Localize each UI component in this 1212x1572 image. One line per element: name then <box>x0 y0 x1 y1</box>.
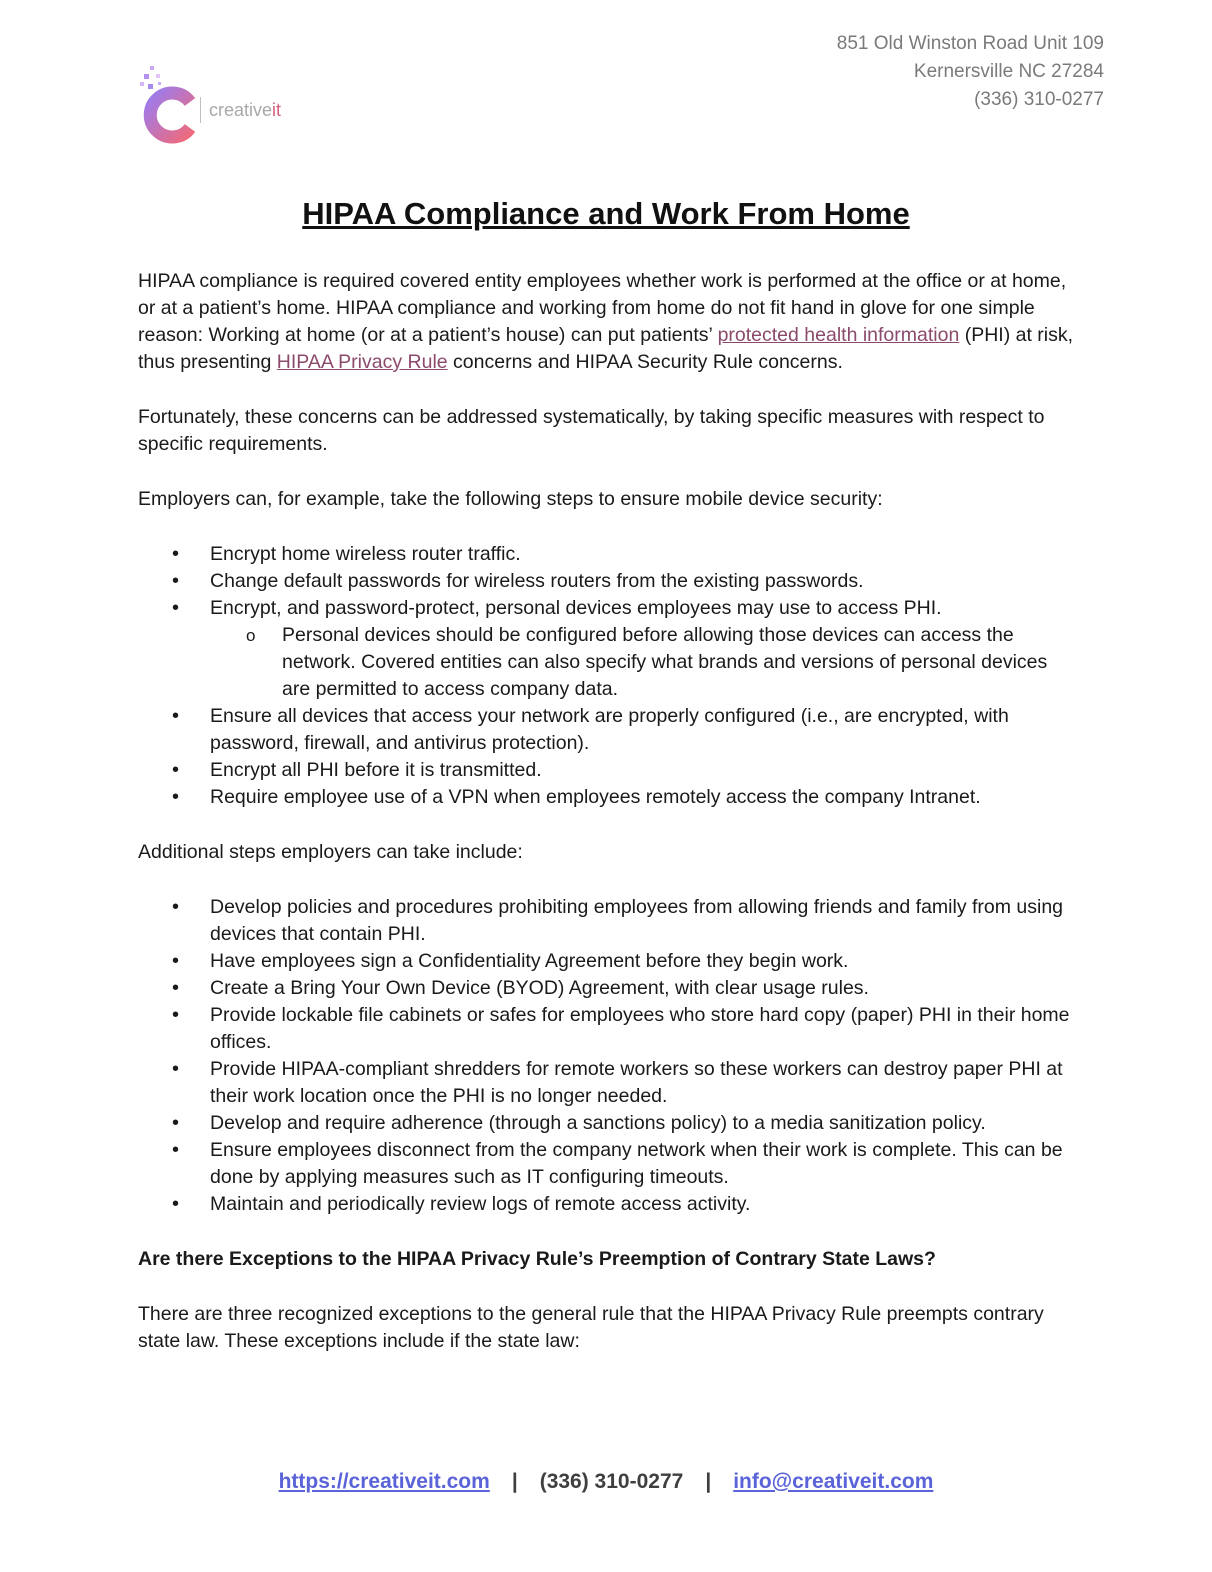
list-item: • Provide lockable file cabinets or safes for employees who store hard copy (paper) PHI in their home offices. <box>138 1002 1078 1056</box>
list-item: • Encrypt home wireless router traffic. <box>138 541 1078 568</box>
list-item: • Develop and require adherence (through a sanctions policy) to a media sanitization policy. <box>138 1110 1078 1137</box>
list-item: • Provide HIPAA-compliant shredders for remote workers so these workers can destroy paper PHI at their work location once the PHI is no longer needed. <box>138 1056 1078 1110</box>
footer-separator: | <box>705 1470 712 1493</box>
paragraph-3: Employers can, for example, take the following steps to ensure mobile device security: <box>138 488 883 510</box>
header-address <box>837 30 1104 114</box>
header-phone: (336) 310-0277 <box>974 89 1104 110</box>
logo-text: creativeit <box>200 97 281 123</box>
list-item: • Ensure all devices that access your network are properly configured (i.e., are encrypted, with password, firewall, and antivirus protection). <box>138 703 1078 757</box>
footer <box>0 1470 1212 1494</box>
document-title: HIPAA Compliance and Work From Home <box>302 196 910 231</box>
list-item: • Change default passwords for wireless routers from the existing passwords. <box>138 568 1078 595</box>
document-body <box>138 268 1078 1383</box>
hipaa-privacy-rule-link[interactable]: HIPAA Privacy Rule <box>276 351 448 373</box>
list-item: • Create a Bring Your Own Device (BYOD) Agreement, with clear usage rules. <box>138 975 1078 1002</box>
address-line-2: Kernersville NC 27284 <box>913 61 1104 82</box>
paragraph-4: Additional steps employers can take include: <box>138 841 523 863</box>
list-item: • Maintain and periodically review logs of remote access activity. <box>138 1191 1078 1218</box>
list-item: • Encrypt all PHI before it is transmitted. <box>138 757 1078 784</box>
address-line-1: 851 Old Winston Road Unit 109 <box>836 33 1104 54</box>
intro-paragraph: HIPAA compliance is required covered entity employees whether work is performed at the office or at home, or at a patient’s home. HIPAA compliance and working from home do not fit hand in glove for one simple reason: Working at home (or at a patient’s house) can put patients’ protected health information (PHI) at risk, thus presenting HIPAA Privacy Rule concerns and HIPAA Security Rule concerns. <box>138 270 1074 373</box>
website-link[interactable]: https://creativeit.com <box>278 1470 490 1493</box>
sub-list-item: o Personal devices should be configured before allowing those devices can access the network. Covered entities can also specify what brands and versions of personal devices are permitted to access company data. <box>210 622 1078 703</box>
protected-health-information-link[interactable]: protected health information <box>717 324 960 346</box>
footer-phone: (336) 310-0277 <box>539 1470 684 1493</box>
sub-list <box>210 622 1078 703</box>
section-heading: Are there Exceptions to the HIPAA Privacy Rule’s Preemption of Contrary State Laws? <box>138 1248 936 1270</box>
list-item: • Have employees sign a Confidentiality Agreement before they begin work. <box>138 948 1078 975</box>
paragraph-2: Fortunately, these concerns can be addressed systematically, by taking specific measures with respect to specific requirements. <box>138 406 1045 455</box>
footer-separator: | <box>511 1470 518 1493</box>
additional-steps-list <box>138 894 1078 1218</box>
list-item: • Encrypt, and password-protect, personal devices employees may use to access PHI. o Personal devices should be configured before allowing those devices can access the network. Covered entities can also specify what brands and versions of personal devices are permitted to access company data. <box>138 595 1078 703</box>
mobile-security-list <box>138 541 1078 811</box>
list-item: • Develop policies and procedures prohibiting employees from allowing friends and family from using devices that contain PHI. <box>138 894 1078 948</box>
paragraph-5: There are three recognized exceptions to the general rule that the HIPAA Privacy Rule preempts contrary state law. These exceptions include if the state law: <box>138 1303 1044 1352</box>
list-item: • Ensure employees disconnect from the company network when their work is complete. This can be done by applying measures such as IT configuring timeouts. <box>138 1137 1078 1191</box>
list-item: • Require employee use of a VPN when employees remotely access the company Intranet. <box>138 784 1078 811</box>
email-link[interactable]: info@creativeit.com <box>733 1470 934 1493</box>
